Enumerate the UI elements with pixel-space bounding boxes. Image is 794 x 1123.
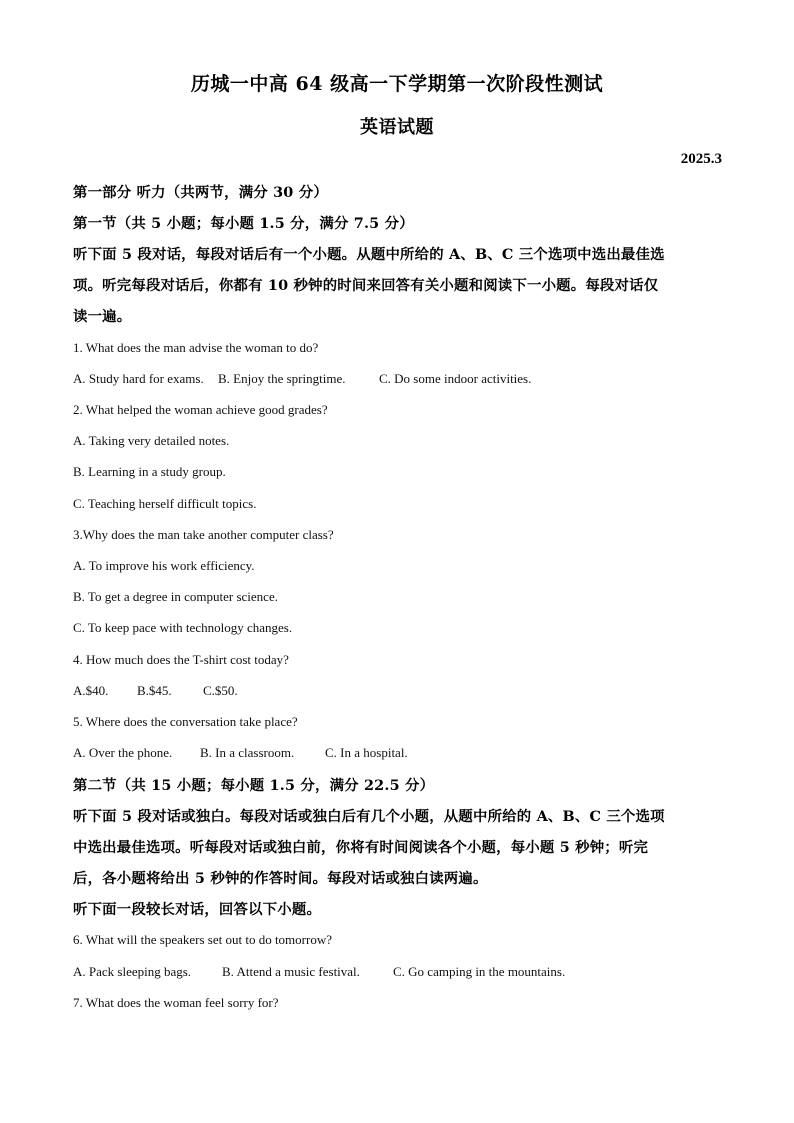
option: C. Do some indoor activities. [379,371,532,386]
option: A.$40. [73,683,109,698]
option: A. Pack sleeping bags. [73,964,192,979]
question-options [73,745,408,761]
section2-instruction-line: 中选出最佳选项。听每段对话或独白前，你将有时间阅读各个小题，每小题 5 秒钟；听完 [73,839,649,856]
option: A. Taking very detailed notes. [73,433,230,448]
question-options [73,371,531,387]
option: B. Learning in a study group. [73,464,226,479]
section2-heading: 第二节（共 15 小题；每小题 1.5 分，满分 22.5 分） [73,777,435,794]
question-stem: 6. What will the speakers set out to do tomorrow? [73,932,332,947]
question-stem: 1. What does the man advise the woman to do? [73,340,319,355]
question-stem: 4. How much does the T-shirt cost today? [73,652,289,667]
option: C.$50. [203,683,238,698]
question-stem: 7. What does the woman feel sorry for? [73,995,279,1010]
exam-subtitle: 英语试题 [360,117,434,138]
question-options [73,683,238,699]
exam-date: 2025.3 [680,151,722,167]
question-stem: 2. What helped the woman achieve good grades? [73,402,328,417]
option: A. Study hard for exams. [73,371,204,386]
section2-instruction-line: 后，各小题将给出 5 秒钟的作答时间。每段对话或独白读两遍。 [73,870,488,887]
section1-instruction-line: 项。听完每段对话后，你都有 10 秒钟的时间来回答有关小题和阅读下一小题。每段对话仅 [73,277,659,294]
option: B. To get a degree in computer science. [73,589,278,604]
question-stem: 3.Why does the man take another computer class? [73,527,334,542]
section1-heading: 第一节（共 5 小题；每小题 1.5 分，满分 7.5 分） [73,215,414,232]
question-options [73,964,565,980]
part1-heading: 第一部分 听力（共两节，满分 30 分） [73,184,328,201]
option: B. In a classroom. [200,745,295,760]
option: B.$45. [137,683,172,698]
option: C. To keep pace with technology changes. [73,620,293,635]
section1-instruction-line: 读一遍。 [73,308,132,325]
option: C. Teaching herself difficult topics. [73,496,257,511]
option: A. Over the phone. [73,745,173,760]
option: B. Enjoy the springtime. [218,371,346,386]
option: C. Go camping in the mountains. [393,964,566,979]
option: C. In a hospital. [325,745,408,760]
exam-title: 历城一中高 64 级高一下学期第一次阶段性测试 [190,73,604,95]
option: B. Attend a music festival. [222,964,360,979]
section2-sub-heading: 听下面一段较长对话，回答以下小题。 [73,901,322,918]
section2-instruction-line: 听下面 5 段对话或独白。每段对话或独白后有几个小题，从题中所给的 A、B、C 三个选项 [73,808,665,825]
section1-instruction-line: 听下面 5 段对话，每段对话后有一个小题。从题中所给的 A、B、C 三个选项中选出最佳选 [73,246,665,263]
option: A. To improve his work efficiency. [73,558,255,573]
question-stem: 5. Where does the conversation take place? [73,714,298,729]
